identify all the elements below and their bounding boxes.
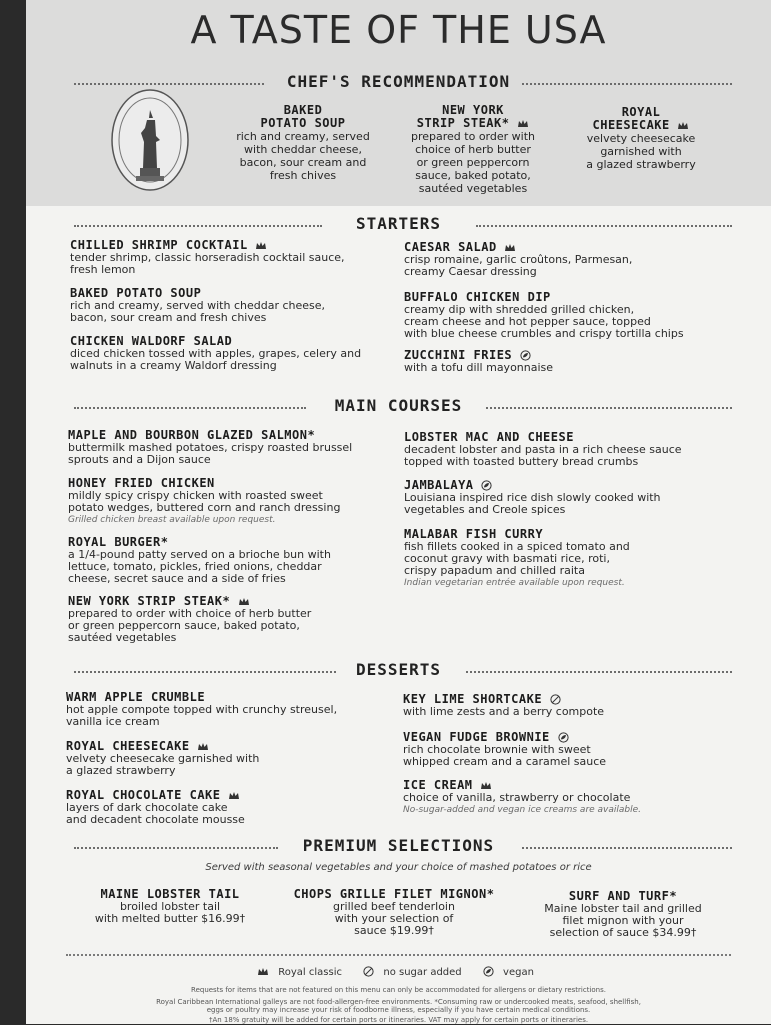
royal-classic-crown-icon — [238, 597, 250, 607]
item-desc: vegetables and Creole spices — [404, 503, 566, 516]
main-courses-heading — [26, 396, 771, 418]
vegan-leaf-icon — [520, 350, 531, 361]
item-desc: walnuts in a creamy Waldorf dressing — [70, 359, 277, 372]
footer-divider — [66, 954, 731, 956]
chef-item-name: ROYAL — [621, 105, 661, 119]
item-desc: hot apple compote topped with crunchy streusel, — [66, 703, 338, 716]
chef-item-ny-strip-steak — [398, 104, 548, 195]
item-name: ROYAL CHEESECAKE — [66, 739, 190, 753]
starter-chilled-shrimp-cocktail — [70, 238, 370, 276]
item-desc: decadent lobster and pasta in a rich cheese sauce — [404, 443, 682, 456]
item-desc: whipped cream and a caramel sauce — [403, 755, 607, 768]
item-desc: sprouts and a Dijon sauce — [68, 453, 211, 466]
item-note: No-sugar-added and vegan ice creams are available. — [403, 805, 642, 815]
footer-allergen-note: Royal Caribbean International galleys are not food-allergen-free environments. *Consuming raw or undercooked meats, seafood, shellfish, — [156, 998, 641, 1006]
dessert-warm-apple-crumble — [66, 690, 386, 728]
item-note: Indian vegetarian entrée available upon request. — [404, 578, 625, 588]
royal-classic-crown-icon — [228, 791, 240, 801]
icon-legend — [26, 966, 771, 978]
main-lobster-mac-and-cheese — [404, 430, 734, 468]
item-desc: sautéed vegetables — [68, 631, 177, 644]
premium-subtitle: Served with seasonal vegetables and your choice of mashed potatoes or rice — [205, 862, 592, 873]
item-desc: fish fillets cooked in a spiced tomato and — [404, 540, 630, 553]
menu-title: A TASTE OF THE USA — [190, 8, 607, 52]
item-name: WARM APPLE CRUMBLE — [66, 690, 206, 704]
item-name: NEW YORK STRIP STEAK* — [68, 594, 231, 608]
item-name: LOBSTER MAC AND CHEESE — [404, 430, 574, 444]
item-desc: Louisiana inspired rice dish slowly cooked with — [404, 491, 661, 504]
vegan-leaf-icon — [558, 732, 569, 743]
desserts-heading-label: DESSERTS — [355, 660, 442, 679]
dessert-ice-cream — [403, 778, 723, 816]
item-desc: buttermilk mashed potatoes, crispy roasted brussel — [68, 441, 353, 454]
item-desc: lettuce, tomato, pickles, fried onions, cheddar — [68, 560, 322, 573]
statue-of-liberty-seal-icon — [110, 88, 190, 192]
item-name: BAKED POTATO SOUP — [70, 286, 202, 300]
royal-classic-crown-icon — [517, 119, 529, 129]
item-desc: prepared to order with choice of herb butter — [68, 607, 312, 620]
item-desc: layers of dark chocolate cake — [66, 801, 228, 814]
dessert-royal-cheesecake — [66, 739, 386, 777]
item-desc: vanilla ice cream — [66, 715, 160, 728]
legend-no-sugar-added: no sugar added — [383, 966, 462, 978]
starters-heading — [26, 214, 771, 236]
item-desc: sauce $19.99† — [354, 924, 434, 937]
desserts-heading — [26, 660, 771, 682]
item-desc: crispy papadum and chilled raita — [404, 564, 585, 577]
item-desc: with your selection of — [334, 912, 454, 925]
royal-classic-crown-icon — [480, 781, 492, 791]
item-desc: Maine lobster tail and grilled — [544, 902, 702, 915]
item-name: ZUCCHINI FRIES — [404, 348, 513, 362]
main-malabar-fish-curry — [404, 527, 724, 589]
chef-item-desc: prepared to order with — [411, 130, 535, 143]
item-name: VEGAN FUDGE BROWNIE — [403, 730, 550, 744]
item-desc: choice of vanilla, strawberry or chocolate — [403, 791, 631, 804]
item-name: BUFFALO CHICKEN DIP — [404, 290, 551, 304]
item-desc: or green peppercorn sauce, baked potato, — [68, 619, 300, 632]
chef-item-name: BAKED — [283, 103, 323, 117]
item-desc: a 1/4-pound patty served on a brioche bun with — [68, 548, 331, 561]
item-desc: selection of sauce $34.99† — [549, 926, 697, 939]
item-desc: tender shrimp, classic horseradish cocktail sauce, — [70, 251, 345, 264]
chef-item-desc: bacon, sour cream and — [239, 156, 367, 169]
chef-item-name: STRIP STEAK* — [416, 116, 510, 130]
chef-item-baked-potato-soup — [228, 104, 378, 182]
footer-foodborne-note: eggs or poultry may increase your risk of foodborne illness, especially if you have certain medical conditions. — [206, 1006, 591, 1014]
premium-surf-and-turf — [518, 889, 728, 939]
starters-heading-label: STARTERS — [355, 214, 442, 233]
main-maple-bourbon-salmon — [68, 428, 388, 466]
chef-item-desc: or green peppercorn — [416, 156, 530, 169]
main-honey-fried-chicken — [68, 476, 398, 526]
royal-classic-crown-icon — [257, 967, 269, 977]
main-royal-burger — [68, 535, 388, 585]
chef-item-desc: choice of herb butter — [415, 143, 531, 156]
no-sugar-added-icon — [363, 966, 374, 977]
chef-item-desc: garnished with — [600, 145, 682, 158]
royal-classic-crown-icon — [255, 241, 267, 251]
chef-heading-label: CHEF'S RECOMMENDATION — [286, 72, 511, 91]
item-name: SURF AND TURF* — [568, 889, 678, 903]
chef-item-desc: with cheddar cheese, — [244, 143, 362, 156]
starter-caesar-salad — [404, 240, 724, 278]
premium-selections-heading — [26, 836, 771, 858]
vegan-leaf-icon — [481, 480, 492, 491]
item-desc: mildly spicy crispy chicken with roasted sweet — [68, 489, 323, 502]
item-name: MALABAR FISH CURRY — [404, 527, 544, 541]
item-name: CHOPS GRILLE FILET MIGNON* — [293, 887, 495, 901]
dessert-royal-chocolate-cake — [66, 788, 386, 826]
item-desc: fresh lemon — [70, 263, 136, 276]
item-name: ROYAL CHOCOLATE CAKE — [66, 788, 221, 802]
item-desc: velvety cheesecake garnished with — [66, 752, 260, 765]
dessert-vegan-fudge-brownie — [403, 730, 723, 768]
chef-item-royal-cheesecake — [566, 106, 716, 171]
item-desc: broiled lobster tail — [119, 900, 221, 913]
main-jambalaya — [404, 478, 724, 516]
item-desc: with melted butter $16.99† — [94, 912, 246, 925]
chef-item-desc: sautéed vegetables — [418, 182, 528, 195]
item-desc: with a tofu dill mayonnaise — [404, 361, 554, 374]
footer-gratuity-note: †An 18% gratuity will be added for certain ports or itineraries. VAT may apply for certain ports or itineraries. — [208, 1016, 589, 1024]
item-note: Grilled chicken breast available upon request. — [68, 515, 276, 525]
starter-buffalo-chicken-dip — [404, 290, 734, 340]
item-name: MAPLE AND BOURBON GLAZED SALMON* — [68, 428, 316, 442]
item-name: ROYAL BURGER* — [68, 535, 169, 549]
legend-royal-classic: Royal classic — [278, 966, 342, 978]
starter-chicken-waldorf-salad — [70, 334, 390, 372]
item-desc: cheese, secret sauce and a side of fries — [68, 572, 286, 585]
main-ny-strip-steak — [68, 594, 388, 644]
item-desc: filet mignon with your — [562, 914, 684, 927]
item-name: CHICKEN WALDORF SALAD — [70, 334, 233, 348]
dessert-key-lime-shortcake — [403, 692, 723, 718]
item-desc: and decadent chocolate mousse — [66, 813, 245, 826]
item-desc: topped with toasted buttery bread crumbs — [404, 455, 639, 468]
item-desc: grilled beef tenderloin — [333, 900, 455, 913]
item-desc: diced chicken tossed with apples, grapes, celery and — [70, 347, 362, 360]
item-name: CAESAR SALAD — [404, 240, 497, 254]
item-desc: creamy dip with shredded grilled chicken, — [404, 303, 635, 316]
chef-item-name: NEW YORK — [442, 103, 504, 117]
item-desc: rich chocolate brownie with sweet — [403, 743, 591, 756]
royal-classic-crown-icon — [677, 121, 689, 131]
chef-item-desc: fresh chives — [269, 169, 337, 182]
item-desc: with blue cheese crumbles and crispy tortilla chips — [404, 327, 684, 340]
legend-vegan: vegan — [503, 966, 534, 978]
starter-zucchini-fries — [404, 348, 724, 374]
item-desc: coconut gravy with basmati rice, roti, — [404, 552, 610, 565]
chef-item-desc: rich and creamy, served — [236, 130, 370, 143]
item-desc: bacon, sour cream and fresh chives — [70, 311, 267, 324]
item-name: JAMBALAYA — [404, 478, 474, 492]
item-name: HONEY FRIED CHICKEN — [68, 476, 215, 490]
chef-item-desc: a glazed strawberry — [586, 158, 696, 171]
premium-filet-mignon — [284, 887, 504, 937]
item-desc: crisp romaine, garlic croûtons, Parmesan, — [404, 253, 633, 266]
menu-sheet — [26, 0, 771, 1024]
chef-item-desc: velvety cheesecake — [586, 132, 696, 145]
chef-item-name: CHEESECAKE — [592, 118, 670, 132]
starter-baked-potato-soup — [70, 286, 370, 324]
item-desc: with lime zests and a berry compote — [403, 705, 605, 718]
item-desc: a glazed strawberry — [66, 764, 176, 777]
item-desc: cream cheese and hot pepper sauce, topped — [404, 315, 651, 328]
item-desc: rich and creamy, served with cheddar cheese, — [70, 299, 326, 312]
item-desc: creamy Caesar dressing — [404, 265, 537, 278]
footer-requests-note: Requests for items that are not featured on this menu can only be accommodated for allergens or dietary restrictions. — [191, 986, 606, 994]
item-name: ICE CREAM — [403, 778, 473, 792]
item-name: MAINE LOBSTER TAIL — [100, 887, 240, 901]
item-desc: potato wedges, buttered corn and ranch dressing — [68, 501, 341, 514]
vegan-leaf-icon — [483, 966, 494, 977]
premium-maine-lobster-tail — [70, 887, 270, 925]
chef-item-desc: sauce, baked potato, — [415, 169, 531, 182]
main-courses-heading-label: MAIN COURSES — [334, 396, 463, 415]
no-sugar-added-icon — [550, 694, 561, 705]
item-name: CHILLED SHRIMP COCKTAIL — [70, 238, 248, 252]
item-name: KEY LIME SHORTCAKE — [403, 692, 543, 706]
premium-heading-label: PREMIUM SELECTIONS — [302, 836, 495, 855]
royal-classic-crown-icon — [197, 742, 209, 752]
royal-classic-crown-icon — [504, 243, 516, 253]
chef-item-name: POTATO SOUP — [260, 116, 346, 130]
